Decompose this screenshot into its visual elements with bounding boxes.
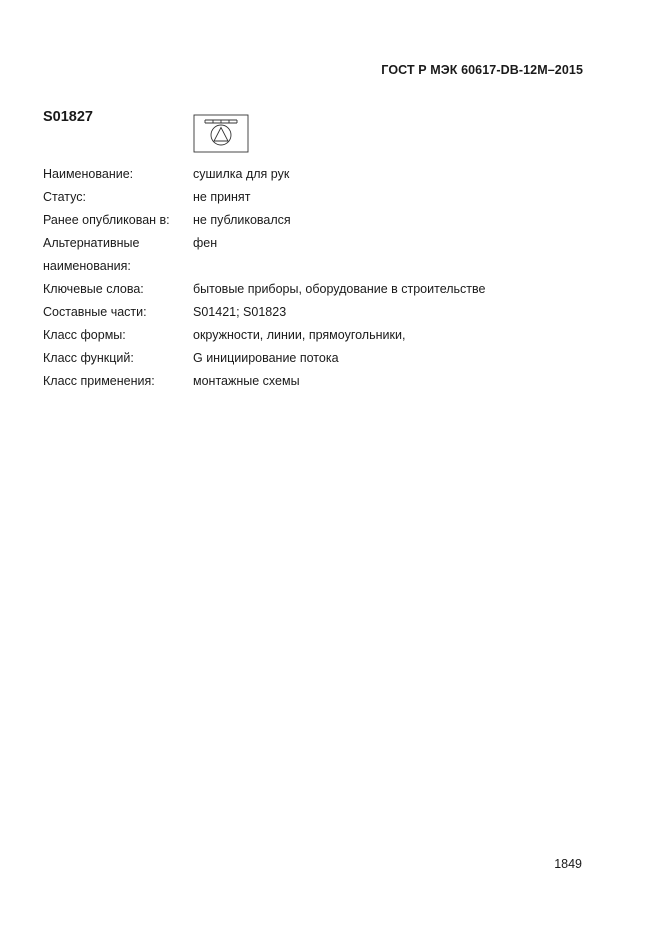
- property-row-keywords: [43, 278, 563, 301]
- property-label: Наименование:: [43, 167, 134, 181]
- document-standard-header: ГОСТ Р МЭК 60617-DB-12M–2015: [381, 63, 583, 77]
- page-number: 1849: [554, 857, 582, 871]
- property-value: S01421; S01823: [193, 305, 287, 319]
- property-label: Составные части:: [43, 305, 147, 319]
- property-row-status: [43, 186, 563, 209]
- property-value: не публиковался: [193, 213, 291, 227]
- property-value: сушилка для рук: [193, 167, 290, 181]
- property-value: окружности, линии, прямоугольники,: [193, 328, 406, 342]
- property-value: не принят: [193, 190, 251, 204]
- property-label: Альтернативные наименования:: [43, 236, 140, 273]
- property-label: Класс функций:: [43, 351, 134, 365]
- property-row-application-class: [43, 370, 563, 393]
- property-row-components: [43, 301, 563, 324]
- property-row-name: [43, 163, 563, 186]
- property-label: Класс формы:: [43, 328, 126, 342]
- property-label: Статус:: [43, 190, 86, 204]
- symbol-code: S01827: [43, 109, 93, 125]
- property-row-alternative-names: [43, 232, 563, 278]
- property-value: фен: [193, 236, 218, 250]
- property-row-previously-published: [43, 209, 563, 232]
- property-label: Ранее опубликован в:: [43, 213, 170, 227]
- property-label: Класс применения:: [43, 374, 155, 388]
- property-label: Ключевые слова:: [43, 282, 144, 296]
- symbol-properties: [43, 163, 563, 393]
- property-value: монтажные схемы: [193, 374, 300, 388]
- property-row-shape-class: [43, 324, 563, 347]
- property-value: G инициирование потока: [193, 351, 339, 365]
- property-row-function-class: [43, 347, 563, 370]
- property-value: бытовые приборы, оборудование в строительстве: [193, 282, 486, 296]
- hand-dryer-symbol-icon: [193, 114, 249, 154]
